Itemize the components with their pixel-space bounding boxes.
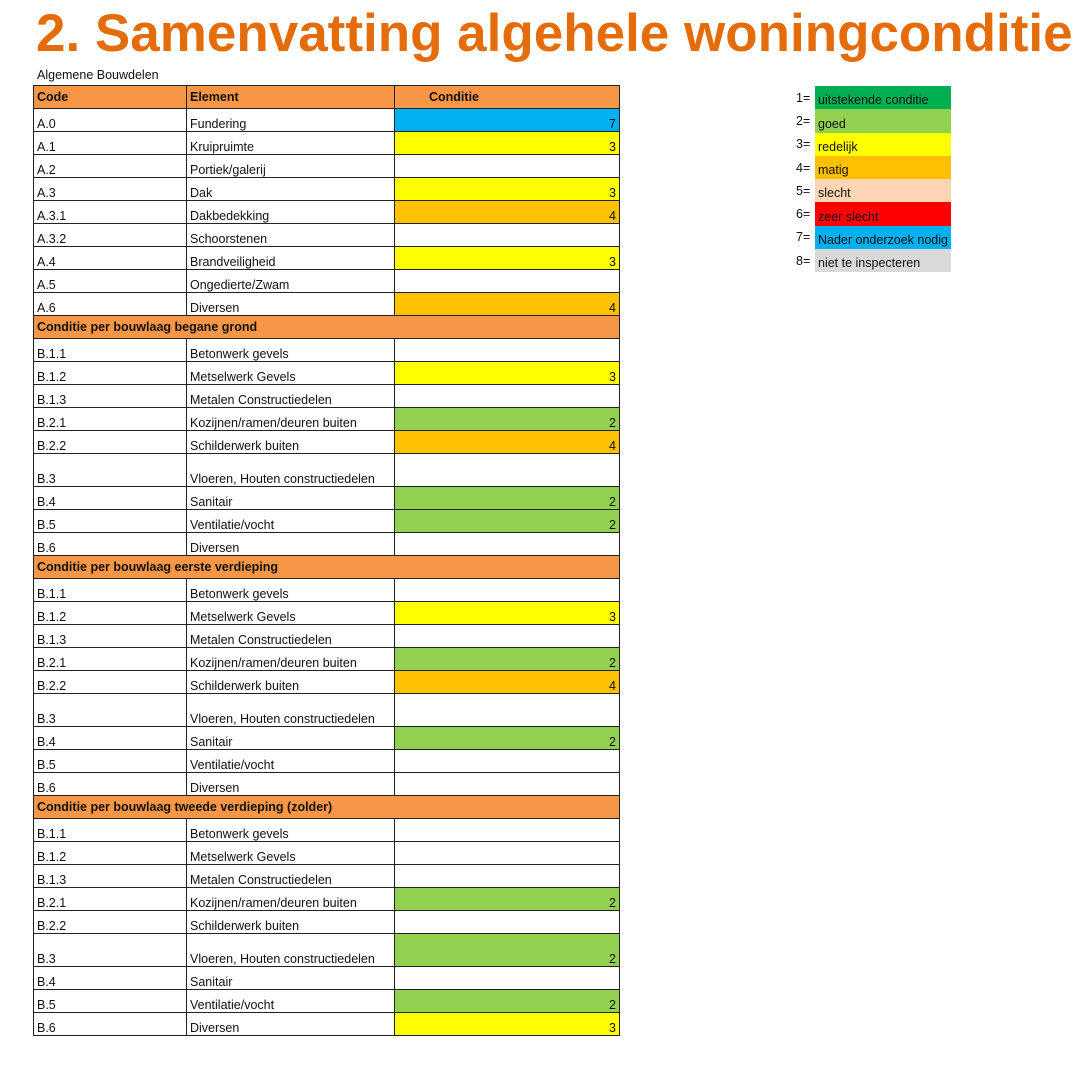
legend-swatch-label: Nader onderzoek nodig <box>815 226 951 249</box>
legend-number: 8= <box>796 253 811 268</box>
condition-cell <box>395 224 620 247</box>
section-header-row <box>34 316 620 339</box>
table-row <box>34 888 620 911</box>
element-cell: Schilderwerk buiten <box>187 911 395 934</box>
condition-cell <box>395 339 620 362</box>
condition-cell: 3 <box>395 362 620 385</box>
legend-swatch-label: niet te inspecteren <box>815 249 951 272</box>
element-cell: Vloeren, Houten constructiedelen <box>187 454 395 487</box>
condition-table <box>33 85 620 1036</box>
code-cell: B.2.1 <box>34 408 187 431</box>
element-cell: Ventilatie/vocht <box>187 510 395 533</box>
code-cell: B.5 <box>34 750 187 773</box>
table-row <box>34 362 620 385</box>
code-cell: B.1.1 <box>34 819 187 842</box>
legend-item <box>796 179 951 202</box>
table-row <box>34 454 620 487</box>
condition-cell: 4 <box>395 671 620 694</box>
element-cell: Fundering <box>187 109 395 132</box>
code-cell: B.1.3 <box>34 385 187 408</box>
element-cell: Diversen <box>187 1013 395 1036</box>
code-cell: A.3.2 <box>34 224 187 247</box>
table-row <box>34 625 620 648</box>
table-row <box>34 842 620 865</box>
code-cell: B.3 <box>34 934 187 967</box>
condition-cell: 3 <box>395 602 620 625</box>
section-header-row <box>34 556 620 579</box>
table-row <box>34 247 620 270</box>
table-row <box>34 819 620 842</box>
code-cell: B.2.1 <box>34 888 187 911</box>
condition-legend <box>796 86 951 272</box>
condition-cell: 2 <box>395 648 620 671</box>
legend-number: 7= <box>796 230 811 245</box>
element-cell: Sanitair <box>187 967 395 990</box>
element-cell: Betonwerk gevels <box>187 339 395 362</box>
element-cell: Diversen <box>187 773 395 796</box>
condition-cell: 3 <box>395 247 620 270</box>
code-cell: B.4 <box>34 967 187 990</box>
element-cell: Metalen Constructiedelen <box>187 625 395 648</box>
table-row <box>34 533 620 556</box>
element-cell: Vloeren, Houten constructiedelen <box>187 934 395 967</box>
legend-item <box>796 202 951 225</box>
element-cell: Sanitair <box>187 727 395 750</box>
legend-swatch-label: goed <box>815 109 951 132</box>
table-row <box>34 911 620 934</box>
table-body <box>34 109 620 1036</box>
element-cell: Schoorstenen <box>187 224 395 247</box>
element-cell: Diversen <box>187 533 395 556</box>
condition-cell: 2 <box>395 487 620 510</box>
table-row <box>34 132 620 155</box>
condition-cell <box>395 911 620 934</box>
condition-cell <box>395 865 620 888</box>
legend-number: 5= <box>796 183 811 198</box>
code-cell: B.4 <box>34 487 187 510</box>
legend-number: 1= <box>796 90 811 105</box>
code-cell: B.1.1 <box>34 579 187 602</box>
code-cell: A.5 <box>34 270 187 293</box>
legend-number: 4= <box>796 160 811 175</box>
condition-cell: 3 <box>395 178 620 201</box>
code-cell: B.3 <box>34 454 187 487</box>
condition-cell <box>395 625 620 648</box>
table-row <box>34 431 620 454</box>
code-cell: A.1 <box>34 132 187 155</box>
condition-cell: 2 <box>395 934 620 967</box>
legend-item <box>796 226 951 249</box>
column-header-code: Code <box>34 86 187 109</box>
code-cell: A.4 <box>34 247 187 270</box>
table-row <box>34 648 620 671</box>
element-cell: Ventilatie/vocht <box>187 750 395 773</box>
column-header-element: Element <box>187 86 395 109</box>
section-title: Conditie per bouwlaag eerste verdieping <box>34 556 620 579</box>
element-cell: Ventilatie/vocht <box>187 990 395 1013</box>
table-row <box>34 293 620 316</box>
table-row <box>34 408 620 431</box>
table-row <box>34 727 620 750</box>
table-row <box>34 990 620 1013</box>
code-cell: B.1.3 <box>34 625 187 648</box>
code-cell: A.3 <box>34 178 187 201</box>
code-cell: B.1.2 <box>34 362 187 385</box>
table-row <box>34 694 620 727</box>
table-row <box>34 602 620 625</box>
code-cell: B.6 <box>34 773 187 796</box>
code-cell: B.5 <box>34 990 187 1013</box>
element-cell: Schilderwerk buiten <box>187 671 395 694</box>
condition-cell <box>395 842 620 865</box>
code-cell: B.3 <box>34 694 187 727</box>
element-cell: Metselwerk Gevels <box>187 602 395 625</box>
element-cell: Kozijnen/ramen/deuren buiten <box>187 888 395 911</box>
element-cell: Dak <box>187 178 395 201</box>
element-cell: Kozijnen/ramen/deuren buiten <box>187 408 395 431</box>
table-row <box>34 178 620 201</box>
condition-cell <box>395 533 620 556</box>
legend-item <box>796 133 951 156</box>
table-row <box>34 201 620 224</box>
table-header-row <box>34 86 620 109</box>
element-cell: Portiek/galerij <box>187 155 395 178</box>
condition-cell: 3 <box>395 132 620 155</box>
code-cell: A.3.1 <box>34 201 187 224</box>
code-cell: B.5 <box>34 510 187 533</box>
code-cell: B.1.2 <box>34 602 187 625</box>
condition-cell: 2 <box>395 510 620 533</box>
section-header-row <box>34 796 620 819</box>
table-row <box>34 1013 620 1036</box>
code-cell: B.2.2 <box>34 431 187 454</box>
condition-cell: 4 <box>395 431 620 454</box>
legend-item <box>796 249 951 272</box>
legend-number: 6= <box>796 207 811 222</box>
element-cell: Metalen Constructiedelen <box>187 385 395 408</box>
legend-item <box>796 156 951 179</box>
condition-cell <box>395 385 620 408</box>
condition-cell <box>395 750 620 773</box>
condition-cell: 3 <box>395 1013 620 1036</box>
legend-swatch-label: uitstekende conditie <box>815 86 951 109</box>
code-cell: B.6 <box>34 1013 187 1036</box>
element-cell: Sanitair <box>187 487 395 510</box>
element-cell: Metselwerk Gevels <box>187 842 395 865</box>
condition-cell: 2 <box>395 727 620 750</box>
code-cell: B.1.2 <box>34 842 187 865</box>
table-row <box>34 339 620 362</box>
table-row <box>34 109 620 132</box>
table-row <box>34 487 620 510</box>
element-cell: Vloeren, Houten constructiedelen <box>187 694 395 727</box>
code-cell: B.1.1 <box>34 339 187 362</box>
condition-cell: 2 <box>395 990 620 1013</box>
condition-cell: 2 <box>395 888 620 911</box>
table-row <box>34 579 620 602</box>
page-title: 2. Samenvatting algehele woningconditie <box>36 4 1073 63</box>
table-row <box>34 967 620 990</box>
code-cell: A.0 <box>34 109 187 132</box>
element-cell: Metselwerk Gevels <box>187 362 395 385</box>
code-cell: B.4 <box>34 727 187 750</box>
code-cell: B.2.2 <box>34 671 187 694</box>
code-cell: B.2.2 <box>34 911 187 934</box>
element-cell: Ongedierte/Zwam <box>187 270 395 293</box>
code-cell: A.2 <box>34 155 187 178</box>
legend-number: 3= <box>796 137 811 152</box>
condition-cell <box>395 454 620 487</box>
condition-cell <box>395 773 620 796</box>
code-cell: B.1.3 <box>34 865 187 888</box>
code-cell: B.6 <box>34 533 187 556</box>
section-title: Conditie per bouwlaag begane grond <box>34 316 620 339</box>
table-row <box>34 155 620 178</box>
table-row <box>34 671 620 694</box>
element-cell: Betonwerk gevels <box>187 819 395 842</box>
element-cell: Kozijnen/ramen/deuren buiten <box>187 648 395 671</box>
condition-cell: 2 <box>395 408 620 431</box>
element-cell: Brandveiligheid <box>187 247 395 270</box>
table-row <box>34 385 620 408</box>
legend-swatch-label: slecht <box>815 179 951 202</box>
code-cell: A.6 <box>34 293 187 316</box>
condition-cell: 4 <box>395 201 620 224</box>
element-cell: Kruipruimte <box>187 132 395 155</box>
code-cell: B.2.1 <box>34 648 187 671</box>
condition-cell <box>395 579 620 602</box>
legend-swatch-label: zeer slecht <box>815 202 951 225</box>
table-row <box>34 865 620 888</box>
table-caption: Algemene Bouwdelen <box>37 68 159 82</box>
table-row <box>34 750 620 773</box>
element-cell: Diversen <box>187 293 395 316</box>
table-row <box>34 773 620 796</box>
condition-cell <box>395 967 620 990</box>
legend-item <box>796 109 951 132</box>
element-cell: Metalen Constructiedelen <box>187 865 395 888</box>
legend-swatch-label: matig <box>815 156 951 179</box>
element-cell: Dakbedekking <box>187 201 395 224</box>
element-cell: Schilderwerk buiten <box>187 431 395 454</box>
section-title: Conditie per bouwlaag tweede verdieping (zolder) <box>34 796 620 819</box>
element-cell: Betonwerk gevels <box>187 579 395 602</box>
table-row <box>34 224 620 247</box>
column-header-condition: Conditie <box>395 86 620 109</box>
table-row <box>34 270 620 293</box>
legend-number: 2= <box>796 113 811 128</box>
table-row <box>34 934 620 967</box>
legend-swatch-label: redelijk <box>815 133 951 156</box>
table-row <box>34 510 620 533</box>
condition-cell: 4 <box>395 293 620 316</box>
condition-cell <box>395 819 620 842</box>
condition-cell <box>395 155 620 178</box>
condition-cell: 7 <box>395 109 620 132</box>
condition-cell <box>395 270 620 293</box>
condition-cell <box>395 694 620 727</box>
legend-item <box>796 86 951 109</box>
